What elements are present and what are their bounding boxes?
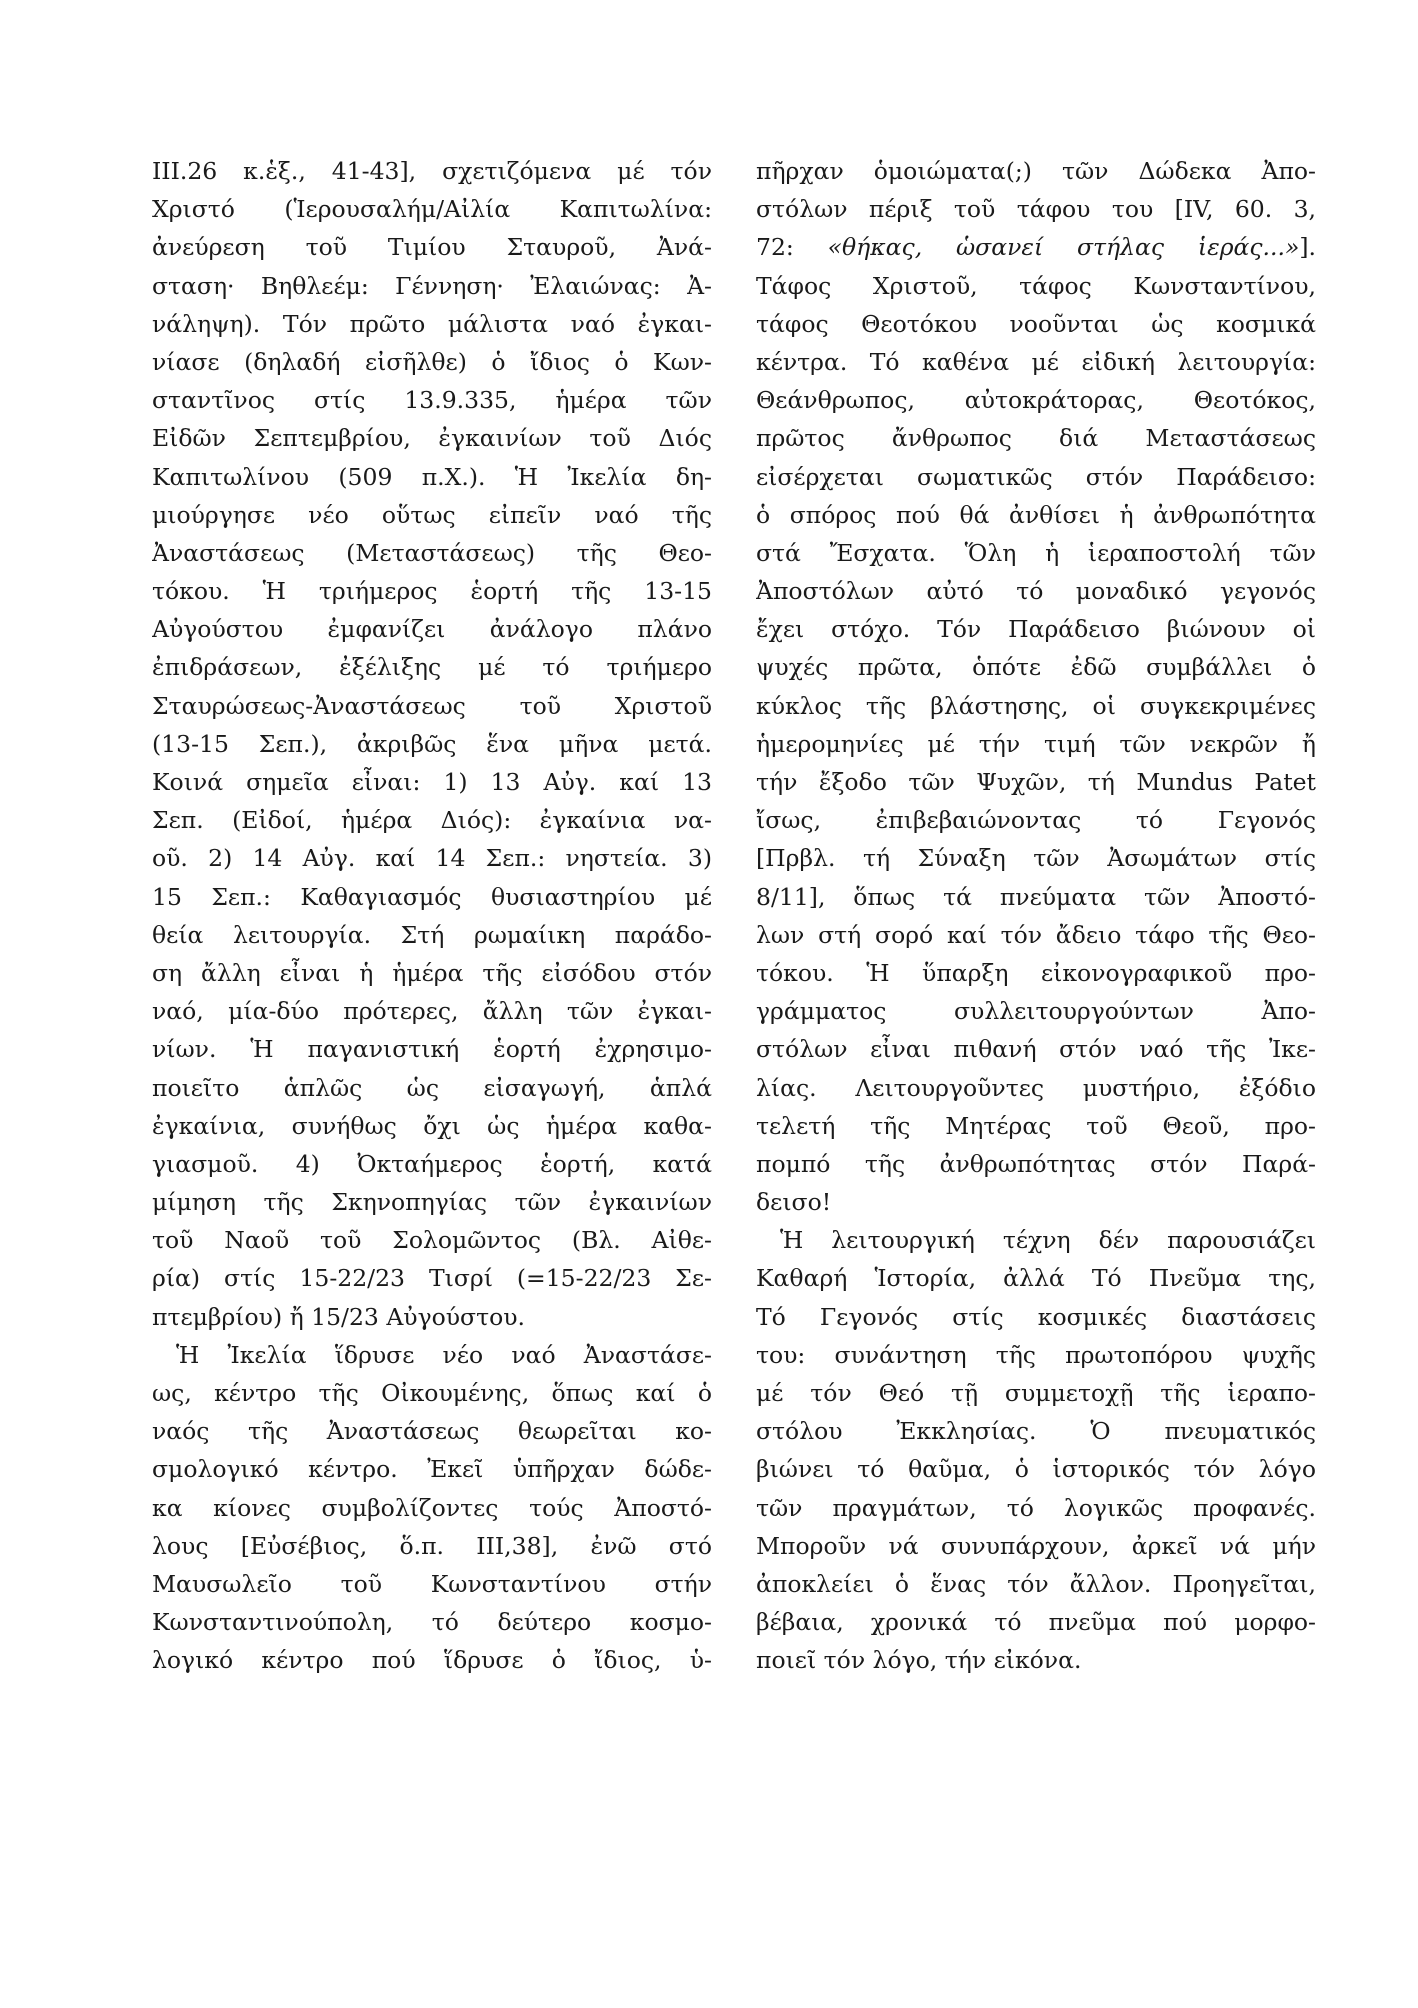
text-line: Τάφος Χριστοῦ, τάφος Κωνσταντίνου, bbox=[756, 271, 1316, 300]
text-line: σμολογικό κέντρο. Ἐκεῖ ὑπῆρχαν δώδε- bbox=[152, 1455, 712, 1484]
right-column bbox=[756, 152, 1316, 1680]
text-line: βιώνει τό θαῦμα, ὁ ἱστορικός τόν λόγο bbox=[756, 1455, 1316, 1484]
text-line: Ἀποστόλων αὐτό τό μοναδικό γεγονός bbox=[756, 577, 1316, 606]
text-line: Μποροῦν νά συνυπάρχουν, ἀρκεῖ νά μήν bbox=[756, 1531, 1316, 1560]
text-line: γιασμοῦ. 4) Ὀκταήμερος ἑορτή, κατά bbox=[152, 1149, 712, 1178]
quotation: «θήκας, ὡσανεί στήλας ἱεράς...» bbox=[827, 233, 1300, 262]
text-line: ἴσως, ἐπιβεβαιώνοντας τό Γεγονός bbox=[756, 806, 1316, 835]
text-line: στά Ἔσχατα. Ὅλη ἡ ἱεραποστολή τῶν bbox=[756, 538, 1316, 567]
text-line: ὁ σπόρος πού θά ἀνθίσει ἡ ἀνθρωπότητα bbox=[756, 500, 1316, 529]
text-line: Ἡ λειτουργική τέχνη δέν παρουσιάζει bbox=[780, 1226, 1316, 1255]
text-line: ψυχές πρῶτα, ὁπότε ἐδῶ συμβάλλει ὁ bbox=[756, 653, 1316, 682]
text-line: ἀνεύρεση τοῦ Τιμίου Σταυροῦ, Ἀνά- bbox=[152, 233, 712, 262]
text-line: πῆρχαν ὁμοιώματα(;) τῶν Δώδεκα Ἀπο- bbox=[756, 157, 1316, 185]
text-line: γράμματος συλλειτουργούντων Ἀπο- bbox=[756, 997, 1316, 1026]
text-line: ως, κέντρο τῆς Οἰκουμένης, ὅπως καί ὁ bbox=[152, 1379, 712, 1407]
text-line: [Πρβλ. τή Σύναξη τῶν Ἀσωμάτων στίς bbox=[756, 844, 1316, 873]
text-line: λίας. Λειτουργοῦντες μυστήριο, ἐξόδιο bbox=[756, 1073, 1316, 1102]
text-line: ἐπιδράσεων, ἐξέλιξης μέ τό τριήμερο bbox=[152, 653, 712, 682]
text-line: Θεάνθρωπος, αὐτοκράτορας, Θεοτόκος, bbox=[756, 386, 1316, 415]
text-line: του: συνάντηση τῆς πρωτοπόρου ψυχῆς bbox=[756, 1340, 1316, 1369]
text-line: Χριστό (Ἱερουσαλήμ/Αἰλία Καπιτωλίνα: bbox=[152, 195, 712, 224]
text-line: ἡμερομηνίες μέ τήν τιμή τῶν νεκρῶν ἤ bbox=[756, 729, 1316, 758]
text-line: Μαυσωλεῖο τοῦ Κωνσταντίνου στήν bbox=[152, 1569, 712, 1598]
text-line bbox=[756, 228, 1316, 266]
text-line: νίασε (δηλαδή εἰσῆλθε) ὁ ἴδιος ὁ Κων- bbox=[152, 347, 712, 376]
paragraph bbox=[756, 152, 1316, 1221]
text-line: Ἡ Ἰκελία ἵδρυσε νέο ναό Ἀναστάσε- bbox=[176, 1340, 712, 1369]
text-line: ποιεῖτο ἁπλῶς ὡς εἰσαγωγή, ἁπλά bbox=[152, 1073, 712, 1102]
text-line: ναό, μία-δύο πρότερες, ἄλλη τῶν ἐγκαι- bbox=[152, 997, 712, 1026]
text-line: III.26 κ.ἑξ., 41-43], σχετιζόμενα μέ τόν bbox=[152, 157, 712, 185]
text-line: κύκλος τῆς βλάστησης, οἱ συγκεκριμένες bbox=[756, 691, 1316, 720]
left-column bbox=[152, 152, 712, 1680]
paragraph bbox=[152, 1336, 712, 1680]
text-line: τοῦ Ναοῦ τοῦ Σολομῶντος (Βλ. Αἰθε- bbox=[152, 1226, 712, 1255]
text-line: Εἰδῶν Σεπτεμβρίου, ἐγκαινίων τοῦ Διός bbox=[152, 424, 712, 453]
text-line: νίων. Ἡ παγανιστική ἑορτή ἐχρησιμο- bbox=[152, 1035, 712, 1064]
text-line: Ἀναστάσεως (Μεταστάσεως) τῆς Θεο- bbox=[152, 538, 712, 567]
text-line: 15 Σεπ.: Καθαγιασμός θυσιαστηρίου μέ bbox=[152, 882, 712, 911]
text-line: τόκου. Ἡ τριήμερος ἑορτή τῆς 13-15 bbox=[152, 577, 712, 606]
text-line: τελετή τῆς Μητέρας τοῦ Θεοῦ, προ- bbox=[756, 1111, 1316, 1140]
text-line: νάληψη). Τόν πρῶτο μάλιστα ναό ἐγκαι- bbox=[152, 309, 712, 338]
text-line: ἀποκλείει ὁ ἕνας τόν ἄλλον. Προηγεῖται, bbox=[756, 1569, 1316, 1598]
text-line: τῶν πραγμάτων, τό λογικῶς προφανές. bbox=[756, 1493, 1316, 1522]
text-line: ἐγκαίνια, συνήθως ὄχι ὡς ἡμέρα καθα- bbox=[152, 1111, 712, 1140]
text-line: στόλων εἶναι πιθανή στόν ναό τῆς Ἰκε- bbox=[756, 1035, 1316, 1064]
text-line: κέντρα. Τό καθένα μέ εἰδική λειτουργία: bbox=[756, 347, 1316, 376]
text-fragment: 72: bbox=[756, 233, 828, 262]
text-line: λων στή σορό καί τόν ἄδειο τάφο τῆς Θεο- bbox=[756, 920, 1316, 949]
text-line: μίμηση τῆς Σκηνοπηγίας τῶν ἐγκαινίων bbox=[152, 1188, 712, 1217]
text-line: μιούργησε νέο οὕτως εἰπεῖν ναό τῆς bbox=[152, 500, 712, 529]
text-line: θεία λειτουργία. Στή ρωμαίικη παράδο- bbox=[152, 920, 712, 949]
text-line: πτεμβρίου) ἤ 15/23 Αὐγούστου. bbox=[152, 1302, 526, 1331]
text-line: Καθαρή Ἱστορία, ἀλλά Τό Πνεῦμα της, bbox=[756, 1264, 1316, 1293]
text-line: τάφος Θεοτόκου νοοῦνται ὡς κοσμικά bbox=[756, 309, 1316, 338]
text-line: Κωνσταντινούπολη, τό δεύτερο κοσμο- bbox=[152, 1608, 712, 1637]
text-line: κα κίονες συμβολίζοντες τούς Ἀποστό- bbox=[152, 1493, 712, 1522]
text-line: ἔχει στόχο. Τόν Παράδεισο βιώνουν οἱ bbox=[756, 615, 1316, 644]
text-line: τήν ἔξοδο τῶν Ψυχῶν, τή Mundus Patet bbox=[756, 768, 1316, 796]
text-line: ποιεῖ τόν λόγο, τήν εἰκόνα. bbox=[756, 1646, 1082, 1675]
text-line: πρῶτος ἄνθρωπος διά Μεταστάσεως bbox=[756, 424, 1316, 453]
text-fragment: ]. bbox=[1299, 233, 1316, 262]
text-line: μέ τόν Θεό τῇ συμμετοχῇ τῆς ἱεραπο- bbox=[756, 1379, 1316, 1407]
text-line: (13-15 Σεπ.), ἀκριβῶς ἕνα μῆνα μετά. bbox=[152, 729, 712, 758]
text-line: τόκου. Ἡ ὕπαρξη εἰκονογραφικοῦ προ- bbox=[756, 958, 1316, 987]
text-line: σταντῖνος στίς 13.9.335, ἡμέρα τῶν bbox=[152, 386, 712, 415]
text-line: ναός τῆς Ἀναστάσεως θεωρεῖται κο- bbox=[152, 1417, 712, 1446]
text-line: Τό Γεγονός στίς κοσμικές διαστάσεις bbox=[756, 1302, 1316, 1331]
text-line: λογικό κέντρο πού ἵδρυσε ὁ ἴδιος, ὑ- bbox=[152, 1646, 712, 1675]
text-line: Αὐγούστου ἐμφανίζει ἀνάλογο πλάνο bbox=[152, 615, 712, 644]
text-line: στόλων πέριξ τοῦ τάφου του [IV, 60. 3, bbox=[756, 195, 1316, 224]
text-line: ση ἄλλη εἶναι ἡ ἡμέρα τῆς εἰσόδου στόν bbox=[152, 958, 712, 987]
text-line: οῦ. 2) 14 Αὐγ. καί 14 Σεπ.: νηστεία. 3) bbox=[152, 844, 712, 873]
text-line: Σεπ. (Εἰδοί, ἡμέρα Διός): ἐγκαίνια να- bbox=[152, 806, 712, 835]
text-line: σταση· Βηθλεέμ: Γέννηση· Ἐλαιώνας: Ἀ- bbox=[152, 271, 712, 300]
text-line: δεισο! bbox=[756, 1188, 832, 1217]
text-line: στόλου Ἐκκλησίας. Ὁ πνευματικός bbox=[756, 1417, 1316, 1446]
text-line: Κοινά σημεῖα εἶναι: 1) 13 Αὐγ. καί 13 bbox=[152, 768, 712, 796]
text-line: Σταυρώσεως-Ἀναστάσεως τοῦ Χριστοῦ bbox=[152, 691, 712, 720]
text-line: 8/11], ὅπως τά πνεύματα τῶν Ἀποστό- bbox=[756, 882, 1316, 911]
paragraph bbox=[152, 152, 712, 1336]
paragraph bbox=[756, 1221, 1316, 1679]
text-line: βέβαια, χρονικά τό πνεῦμα πού μορφο- bbox=[756, 1608, 1316, 1637]
text-line: Καπιτωλίνου (509 π.Χ.). Ἡ Ἰκελία δη- bbox=[152, 462, 712, 491]
text-line: εἰσέρχεται σωματικῶς στόν Παράδεισο: bbox=[756, 462, 1316, 491]
text-line: πομπό τῆς ἀνθρωπότητας στόν Παρά- bbox=[756, 1149, 1316, 1178]
text-line: λους [Εὐσέβιος, ὅ.π. III,38], ἐνῶ στό bbox=[152, 1531, 712, 1560]
text-line: ρία) στίς 15-22/23 Τισρί (=15-22/23 Σε- bbox=[152, 1264, 712, 1293]
